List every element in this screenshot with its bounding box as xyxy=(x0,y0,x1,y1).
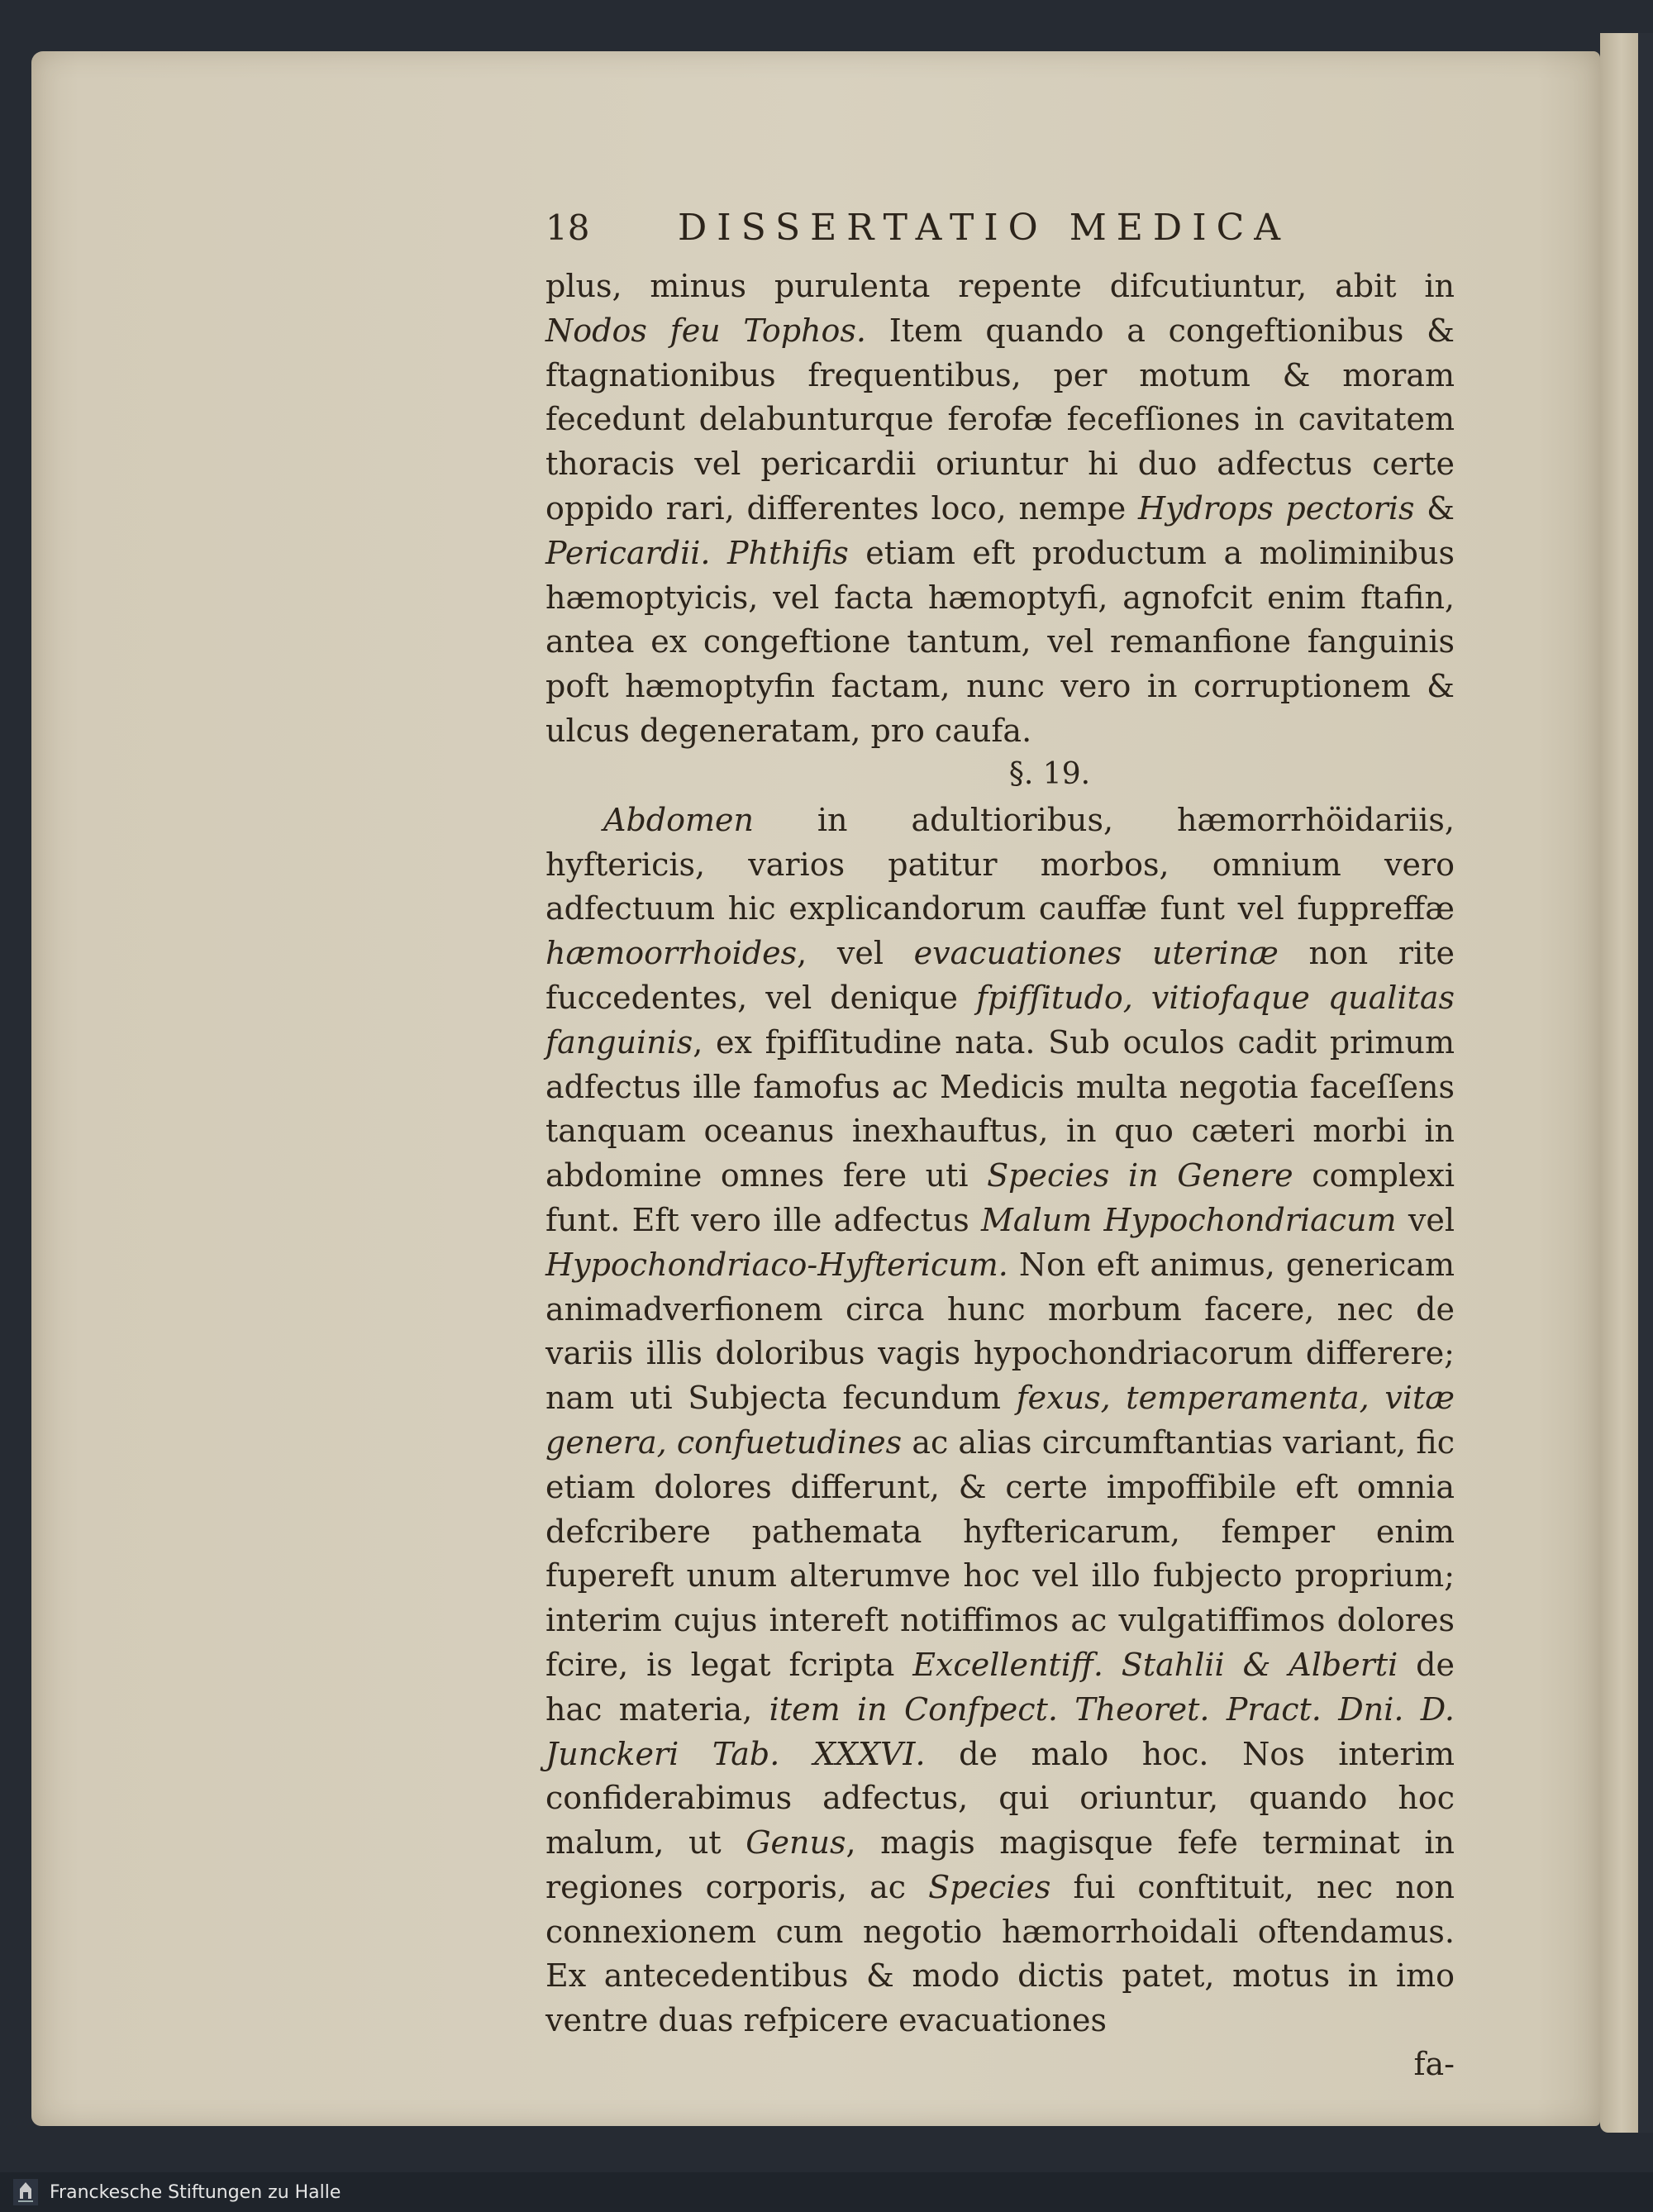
text-run: plus, minus purulenta repente difcutiuntur, abit in xyxy=(545,268,1455,304)
text-run: ac alias circumftantias variant, fic etiam dolores differunt, & certe impoffibile eft omnia defcribere pathemata hyftericarum, femper enim fupereft unum alterumve hoc vel illo fubjecto proprium; interim cujus intereft notiffimos ac vulgatiffimos dolores fcire, is legat fcripta xyxy=(545,1423,1455,1683)
italic-text-run: Malum Hypochondriacum xyxy=(981,1201,1397,1238)
dark-margin-strip xyxy=(1638,33,1653,2133)
text-run: vel xyxy=(1396,1201,1455,1238)
italic-text-run: fexus, temperamenta, vitæ genera, confuetudines xyxy=(545,1380,1455,1461)
institution-label: Franckesche Stiftungen zu Halle xyxy=(50,2182,341,2203)
institution-logo-icon xyxy=(13,2179,38,2205)
paragraph-1 xyxy=(545,265,1455,754)
paragraph-2 xyxy=(545,799,1455,2043)
italic-text-run: Genus xyxy=(746,1824,846,1862)
text-run: Item quando a congeftionibus & ftagnationibus frequentibus, per motum & moram fecedunt delabunturque ferofæ fecefſiones in cavitatem thoracis vel pericardii oriuntur hi duo adfectus certe oppido rari, differentes loco, nempe xyxy=(545,312,1455,527)
text-run: , vel xyxy=(797,935,914,972)
text-run: , ex fpifſitudine nata. Sub oculos cadit primum adfectus ille famofus ac Medicis multa negotia faceſſens tanquam oceanus inexhauftus, in quo cæteri morbi in abdomine omnes fere uti xyxy=(545,1023,1455,1194)
italic-text-run: item in Confpect. Theoret. Pract. Dni. D. Junckeri Tab. XXXVI. xyxy=(545,1690,1455,1772)
italic-text-run: Pericardii. Phthifis xyxy=(545,534,849,571)
italic-text-run: Hydrops pectoris xyxy=(1137,489,1415,527)
italic-text-run: hæmoorrhoides xyxy=(545,935,798,972)
text-run: etiam eft productum a moliminibus hæmoptyicis, vel facta hæmoptyfi, agnofcit enim ftafin, antea ex congeftione tantum, vel remanfione fanguinis poft hæmoptyfin factam, nunc vero in corruptionem & ulcus degeneratam, pro caufa. xyxy=(545,534,1455,749)
text-run: non rite fuccedentes, vel denique xyxy=(545,935,1455,1016)
italic-text-run: evacuationes uterinæ xyxy=(913,935,1279,972)
page-text-block xyxy=(545,207,1455,2085)
adjacent-page-edge xyxy=(1600,33,1653,2133)
catchword: fa- xyxy=(1413,2046,1455,2083)
section-number: §. 19. xyxy=(1008,756,1091,791)
italic-text-run: Excellentiff. Stahlii & Alberti xyxy=(912,1646,1398,1683)
text-run: de malo hoc. Nos interim confiderabimus adfectus, qui oriuntur, quando hoc malum, ut xyxy=(545,1735,1455,1862)
text-run: fui conftituit, nec non connexionem cum negotio hæmorrhoidali oftendamus. Ex antecedentibus & modo dictis patet, motus in imo ventre duas refpicere evacuationes xyxy=(545,1868,1455,2039)
text-run: Non eft animus, genericam animadverfionem circa hunc morbum facere, nec de variis illis doloribus vagis hypochondriacorum differere; nam uti Subjecta fecundum xyxy=(545,1246,1455,1417)
text-run: de hac materia, xyxy=(545,1646,1455,1728)
text-run: complexi funt. Eft vero ille adfectus xyxy=(545,1157,1455,1238)
text-run: & xyxy=(1414,489,1455,527)
running-header xyxy=(545,207,1455,265)
italic-text-run: feu Tophos. xyxy=(669,312,866,349)
italic-text-run: Species xyxy=(928,1868,1051,1905)
page-number: 18 xyxy=(545,207,590,248)
italic-text-run: Nodos xyxy=(545,312,647,349)
italic-text-run: Abdomen xyxy=(603,801,754,838)
viewer-footer xyxy=(0,2172,1653,2212)
text-run xyxy=(647,312,670,349)
italic-text-run: fpifſitudo, vitiofaque qualitas fanguinis xyxy=(545,979,1455,1061)
italic-text-run: Hypochondriaco-Hyftericum. xyxy=(545,1246,1008,1283)
running-title: DISSERTATIO MEDICA xyxy=(678,207,1291,249)
text-run: in adultioribus, hæmorrhöidariis, hyftericis, varios patitur morbos, omnium vero adfectuum hic explicandorum cauffæ funt vel fuppreffæ xyxy=(545,801,1455,927)
text-run: , magis magisque fefe terminat in regiones corporis, ac xyxy=(545,1824,1455,1905)
italic-text-run: Species in Genere xyxy=(987,1157,1293,1194)
